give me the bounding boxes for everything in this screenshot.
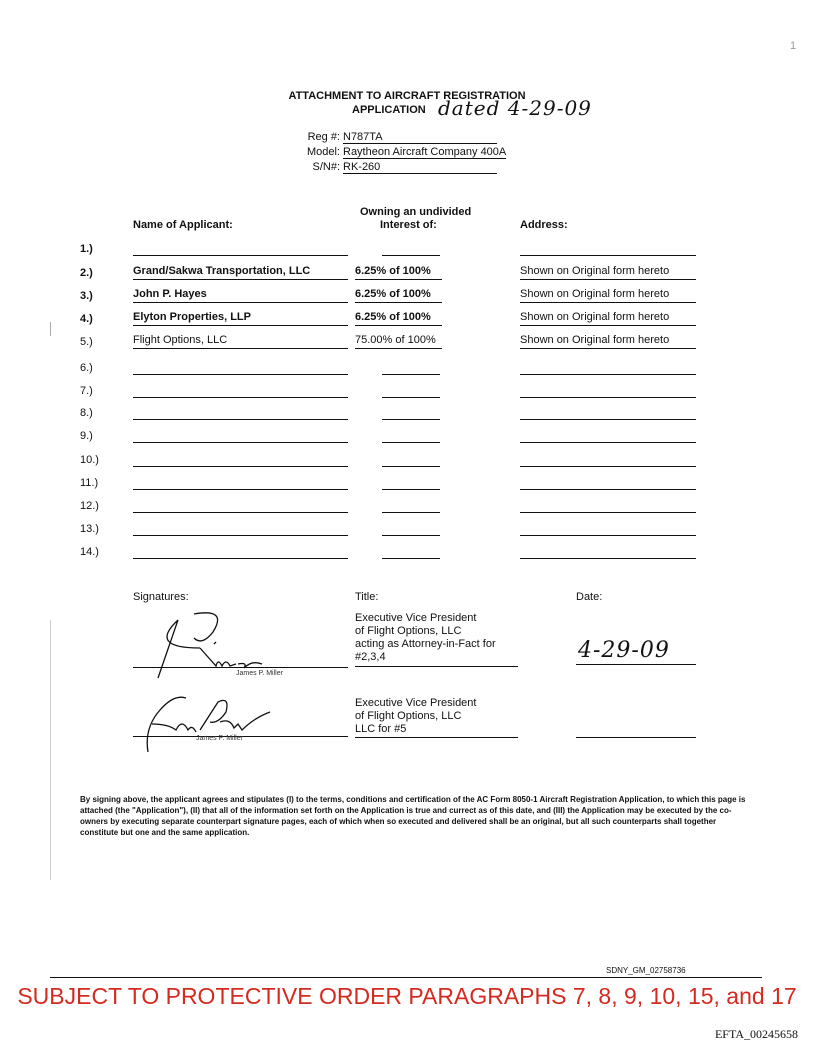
row-number: 5.) <box>80 336 93 348</box>
applicant-interest <box>382 383 440 398</box>
applicant-interest <box>382 428 440 443</box>
signer-title-line: Executive Vice President <box>355 612 477 624</box>
signature-line <box>133 667 348 668</box>
row-number: 11.) <box>80 477 99 489</box>
interest-header-line1: Owning an undivided <box>360 206 472 218</box>
bates-number: SDNY_GM_02758736 <box>606 966 686 975</box>
row-number: 7.) <box>80 385 93 397</box>
row-number: 1.) <box>80 243 93 255</box>
applicant-interest <box>382 452 440 467</box>
applicant-interest: 6.25% of 100% <box>355 265 442 280</box>
applicant-name: John P. Hayes <box>133 288 348 303</box>
serial-number-label: S/N#: <box>312 161 340 173</box>
model-value: Raytheon Aircraft Company 400A <box>343 146 507 158</box>
applicant-name <box>133 360 348 375</box>
applicant-address: Shown on Original form hereto <box>520 334 696 349</box>
row-number: 12.) <box>80 500 99 512</box>
efta-number: EFTA_00245658 <box>714 1027 798 1041</box>
applicant-interest <box>382 405 440 420</box>
applicant-interest: 6.25% of 100% <box>355 288 442 303</box>
applicant-name <box>133 405 348 420</box>
applicant-name <box>133 521 348 536</box>
applicant-name <box>133 428 348 443</box>
date-label: Date: <box>576 591 603 603</box>
applicant-address <box>520 241 696 256</box>
applicant-address: Shown on Original form hereto <box>520 311 696 326</box>
interest-header-line2: Interest of: <box>380 219 437 231</box>
applicant-interest <box>382 498 440 513</box>
applicant-address <box>520 360 696 375</box>
signer-title-block <box>355 697 476 736</box>
signature-image <box>130 688 280 758</box>
applicant-name <box>133 383 348 398</box>
date-line <box>576 664 696 665</box>
row-number: 10.) <box>80 454 99 466</box>
name-of-applicant-header: Name of Applicant: <box>133 219 233 231</box>
signer-title-block <box>355 612 496 664</box>
page-corner-mark: 1 <box>790 40 797 52</box>
applicant-name <box>133 544 348 559</box>
row-number: 14.) <box>80 546 99 558</box>
row-number: 2.) <box>80 267 93 279</box>
signer-name: James P. Miller <box>236 670 283 677</box>
handwritten-dated-annotation: dated 4-29-09 <box>438 96 592 120</box>
document-title-line2: APPLICATION <box>352 104 426 116</box>
signer-title-line: acting as Attorney-in-Fact for <box>355 638 496 650</box>
title-line <box>355 737 518 738</box>
model-row <box>284 146 506 159</box>
reg-number-label: Reg #: <box>307 131 340 143</box>
applicant-interest <box>382 475 440 490</box>
model-label: Model: <box>306 146 340 158</box>
row-number: 8.) <box>80 407 93 419</box>
applicant-name <box>133 498 348 513</box>
title-label: Title: <box>355 591 379 603</box>
applicant-address <box>520 498 696 513</box>
signer-title-line: of Flight Options, LLC <box>355 625 462 637</box>
signer-title-line: Executive Vice President <box>355 697 477 709</box>
applicant-address <box>520 405 696 420</box>
applicant-interest <box>382 360 440 375</box>
handwritten-date: 4-29-09 <box>578 638 670 663</box>
serial-number-value: RK-260 <box>343 161 497 174</box>
applicant-interest <box>382 544 440 559</box>
margin-mark <box>50 620 51 880</box>
row-number: 6.) <box>80 362 93 374</box>
applicant-name: Grand/Sakwa Transportation, LLC <box>133 265 348 280</box>
document-title: ATTACHMENT TO AIRCRAFT REGISTRATION <box>288 90 526 102</box>
signer-title-line: LLC for #5 <box>355 723 407 735</box>
address-header: Address: <box>520 219 568 231</box>
protective-order-notice: SUBJECT TO PROTECTIVE ORDER PARAGRAPHS 7, 8, 9, 10, 15, and 17 <box>17 983 797 1009</box>
signer-title-line: of Flight Options, LLC <box>355 710 462 722</box>
date-line <box>576 737 696 738</box>
row-number: 13.) <box>80 523 99 535</box>
applicant-name <box>133 475 348 490</box>
applicant-interest <box>382 521 440 536</box>
applicant-address <box>520 383 696 398</box>
applicant-interest <box>382 241 440 256</box>
reg-number-value: N787TA <box>343 131 497 144</box>
applicant-interest: 75.00% of 100% <box>355 334 442 349</box>
applicant-address <box>520 428 696 443</box>
applicant-address: Shown on Original form hereto <box>520 265 696 280</box>
applicant-address <box>520 475 696 490</box>
applicant-name <box>133 452 348 467</box>
applicant-address <box>520 544 696 559</box>
signer-name: James P. Miller <box>196 735 243 742</box>
disclaimer-text: By signing above, the applicant agrees and stipulates (I) to the terms, conditions and certification of the AC Form 8050-1 Aircraft Registration Application, to which this page is attached (the "Application"), (II) that all of the information set forth on the Application is true and currect as of this date, and (III) the Application may be executed by the co-owners by executing separate counterpart signature pages, each of which when so executed and delivered shall be an original, but all such counterparts shall together constitute but one and the same application. <box>80 795 746 837</box>
footer-divider <box>50 977 762 978</box>
reg-number-row <box>284 131 497 144</box>
signatures-label: Signatures: <box>133 591 189 603</box>
row-number: 3.) <box>80 290 93 302</box>
applicant-name: Elyton Properties, LLP <box>133 311 348 326</box>
applicant-interest: 6.25% of 100% <box>355 311 442 326</box>
applicant-address <box>520 452 696 467</box>
margin-mark <box>50 322 51 336</box>
applicant-name <box>133 241 348 256</box>
row-number: 4.) <box>80 313 93 325</box>
applicant-address <box>520 521 696 536</box>
serial-number-row <box>284 161 497 174</box>
applicant-name: Flight Options, LLC <box>133 334 348 349</box>
applicant-address: Shown on Original form hereto <box>520 288 696 303</box>
row-number: 9.) <box>80 430 93 442</box>
title-line <box>355 666 518 667</box>
signer-title-line: #2,3,4 <box>355 651 386 663</box>
